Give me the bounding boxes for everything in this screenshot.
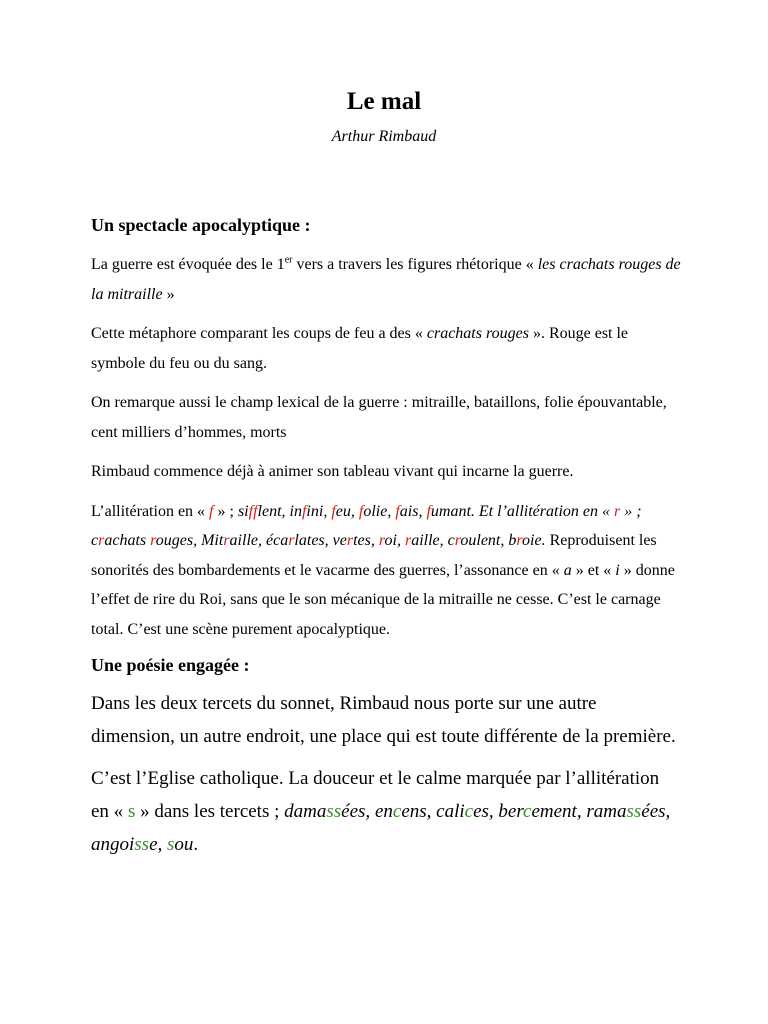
paragraph-7 xyxy=(91,762,681,861)
p5-letter-f: f xyxy=(209,502,214,520)
p5-text-d: Et l’allitération en « xyxy=(474,502,614,520)
r-word-post-0: achats xyxy=(104,532,151,549)
s-word-highlight-1: c xyxy=(392,801,402,822)
r-word-post-3: lates, ve xyxy=(294,532,347,549)
f-word-post-4: ais, xyxy=(399,502,427,520)
r-word-post-4: tes, xyxy=(353,532,379,549)
s-word-post-5: e, xyxy=(149,834,168,855)
s-word-post-2: es, xyxy=(473,801,494,822)
section-heading-2: Une poésie engagée : xyxy=(91,655,250,675)
p5-text-f: » ; c xyxy=(91,502,642,549)
r-word-highlight-1: r xyxy=(150,532,156,549)
r-word-highlight-0: r xyxy=(98,532,105,549)
p5-text-k: » donne l’effet de rire du Roi, sans que le son mécanique de la mitraille ne cesse. C’est le carnage total. C’est une scène purement apocalyptique. xyxy=(91,561,675,638)
r-word-highlight-7: r xyxy=(454,532,461,549)
s-word-pre-3: ber xyxy=(493,801,524,822)
r-word-highlight-8: r xyxy=(516,532,523,549)
s-word-highlight-6: s xyxy=(167,834,175,855)
p5-vowel-a: a xyxy=(563,561,572,579)
p5-text-c: » ; xyxy=(213,502,238,520)
f-word-post-1: ini, xyxy=(306,502,332,520)
p1-quote: les crachats rouges de la mitraille xyxy=(91,256,681,303)
p5-r-words xyxy=(98,532,545,549)
p2-quote: crachats rouges xyxy=(426,325,529,342)
f-word-highlight-3: f xyxy=(358,502,364,520)
f-word-pre-1: in xyxy=(289,502,302,520)
f-word-highlight-0: ff xyxy=(248,502,258,520)
r-word-highlight-5: r xyxy=(378,532,385,549)
r-word-post-6: aille, c xyxy=(411,532,455,549)
s-word-highlight-3: c xyxy=(523,801,532,822)
p7-letter-s: s xyxy=(127,801,136,822)
s-word-pre-1: en xyxy=(374,801,393,822)
p5-text-i: » et « xyxy=(571,561,616,579)
s-word-highlight-4: ss xyxy=(626,801,642,822)
p1-text-a: La guerre est évoquée des le 1 xyxy=(91,256,285,273)
s-word-post-6: ou xyxy=(174,834,194,855)
p2-text-c: ». Rouge est le symbole du feu ou du sang. xyxy=(91,325,629,372)
document-body xyxy=(91,213,681,861)
s-word-highlight-0: ss xyxy=(326,801,342,822)
r-word-post-7: oulent, b xyxy=(460,532,517,549)
r-word-post-8: oie. xyxy=(522,532,546,549)
r-word-highlight-3: r xyxy=(288,532,295,549)
r-word-post-5: oi, xyxy=(384,532,405,549)
r-word-highlight-6: r xyxy=(404,532,412,549)
paragraph-4: Rimbaud commence déjà à animer son tableau vivant qui incarne la guerre. xyxy=(91,463,574,480)
p1-text-b: vers a travers les figures rhétorique « xyxy=(292,256,538,273)
p2-text-a: Cette métaphore comparant les coups de feu a des « xyxy=(91,325,427,342)
document-author: Arthur Rimbaud xyxy=(331,128,437,145)
paragraph-1 xyxy=(91,250,681,309)
paragraph-5 xyxy=(91,497,681,645)
p7-text-a: C’est l’Eglise catholique. La douceur et le calme marquée par l’allitération en « xyxy=(91,768,660,822)
s-word-post-4: ées, xyxy=(641,801,671,822)
f-word-highlight-5: f xyxy=(426,502,431,520)
s-word-pre-0: dama xyxy=(284,801,327,822)
f-word-post-3: olie, xyxy=(363,502,396,520)
s-word-post-3: ement, xyxy=(531,801,587,822)
p1-text-d: » xyxy=(162,285,175,303)
p5-vowel-i: i xyxy=(615,561,620,579)
s-word-pre-2: cali xyxy=(436,801,465,822)
s-word-post-1: ens, xyxy=(401,801,437,822)
f-word-post-2: eu, xyxy=(335,502,359,520)
p1-superscript: er xyxy=(284,254,293,266)
r-word-post-2: aille, éca xyxy=(229,532,289,549)
f-word-post-5: umant. xyxy=(430,502,475,520)
r-word-post-1: ouges, Mit xyxy=(155,532,224,549)
s-word-post-0: ées, xyxy=(341,801,375,822)
document-title: Le mal xyxy=(346,88,422,115)
f-word-highlight-2: f xyxy=(331,502,336,520)
r-word-highlight-4: r xyxy=(346,532,354,549)
f-word-highlight-1: f xyxy=(301,502,307,520)
r-word-highlight-2: r xyxy=(223,532,230,549)
s-word-highlight-5: ss xyxy=(134,834,150,855)
p5-text-g: Reproduisent les sonorités des bombardements et le vacarme des guerres, l’assonance en « xyxy=(91,532,657,579)
s-word-pre-4: rama xyxy=(586,801,627,822)
s-word-highlight-2: c xyxy=(464,801,474,822)
p7-text-d: . xyxy=(193,834,199,855)
p5-text-a: L’allitération en « xyxy=(91,502,210,520)
f-word-pre-0: si xyxy=(237,502,249,520)
paragraph-6: Dans les deux tercets du sonnet, Rimbaud nous porte sur une autre dimension, un autre endroit, une place qui est toute différente de la première. xyxy=(91,693,676,747)
paragraph-3: On remarque aussi le champ lexical de la guerre : mitraille, bataillons, folie épouvantable, cent milliers d’hommes, morts xyxy=(91,394,667,441)
section-heading-1: Un spectacle apocalyptique : xyxy=(91,215,311,235)
p7-text-c: » dans les tercets ; xyxy=(135,801,285,822)
f-word-highlight-4: f xyxy=(395,502,400,520)
f-word-post-0: lent, xyxy=(257,502,290,520)
p5-f-words xyxy=(238,503,475,520)
paragraph-2 xyxy=(91,319,681,378)
s-word-pre-5: angoi xyxy=(91,834,135,855)
p5-letter-r: r xyxy=(614,502,621,520)
